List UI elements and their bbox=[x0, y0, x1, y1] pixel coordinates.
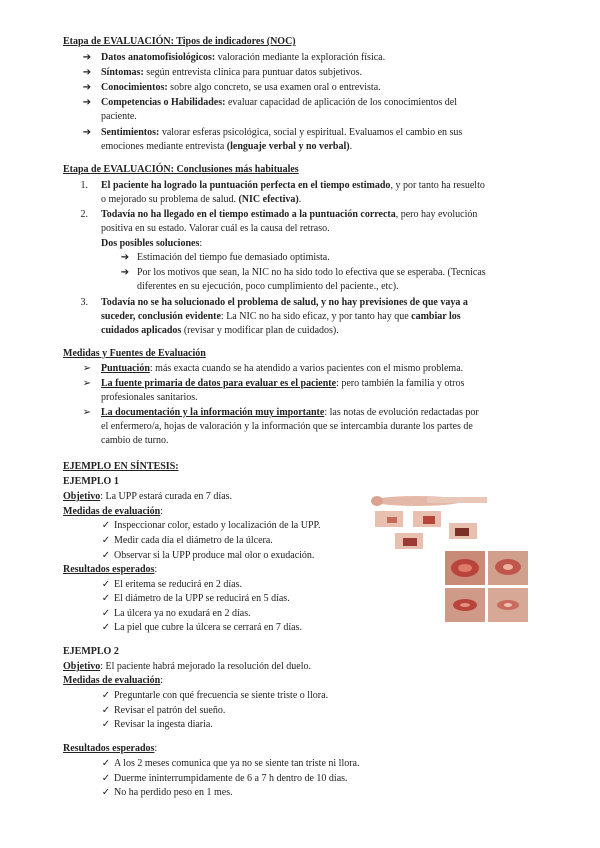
result-item: No ha perdido peso en 1 mes. bbox=[114, 787, 233, 798]
sub-item: Por los motivos que sean, la NIC no ha sido todo lo efectiva que se esperaba. (Tecnicas bbox=[137, 267, 486, 278]
example-2-title: EJEMPLO 2 bbox=[63, 646, 119, 657]
list-item: Competencias o Habilidades: evaluar capacidad de aplicación de los conocimientos del bbox=[101, 97, 458, 108]
example-1-results-label: Resultados esperados: bbox=[63, 564, 158, 575]
list-item: Datos anatomofisiológicos: valoración mediante la exploración física. bbox=[101, 52, 386, 63]
check-icon: ✓ bbox=[101, 622, 111, 633]
bullet-item-continued: cambio de turno. bbox=[101, 435, 169, 446]
result-item: El eritema se reducirá en 2 días. bbox=[114, 579, 242, 590]
list-item: Todavía no ha llegado en el tiempo estimado a la puntuación correcta, pero hay evolución bbox=[101, 209, 478, 220]
check-icon: ✓ bbox=[101, 608, 111, 619]
sub-item: Estimación del tiempo fue demasiado optimista. bbox=[137, 252, 330, 263]
arrow-icon: ➔ bbox=[120, 252, 130, 263]
list-item-continued: positiva en su estado. Valorar cuál es la causa del retraso. bbox=[101, 223, 330, 234]
measure-item: Revisar el patrón del sueño. bbox=[114, 705, 226, 716]
list-item-continued: o mejorado su problema de salud. (NIC efectiva). bbox=[101, 194, 302, 205]
list-item-continued: paciente. bbox=[101, 111, 137, 122]
list-item-continued: suceder, conclusión evidente: La NIC no ha sido eficaz, y por tanto hay que cambiar los bbox=[101, 311, 461, 322]
solutions-title: Dos posibles soluciones: bbox=[101, 238, 203, 249]
check-icon: ✓ bbox=[101, 579, 111, 590]
example-1-objective: Objetivo: La UPP estará curada en 7 días. bbox=[63, 491, 233, 502]
example-1-title: EJEMPLO 1 bbox=[63, 476, 119, 487]
example-2-objective: Objetivo: El paciente habrá mejorado la resolución del duelo. bbox=[63, 661, 311, 672]
arrow-icon: ➔ bbox=[82, 82, 92, 93]
check-icon: ✓ bbox=[101, 593, 111, 604]
result-item: El diámetro de la UPP se reducirá en 5 días. bbox=[114, 593, 290, 604]
measure-item: Medir cada día el diámetro de la úlcera. bbox=[114, 535, 273, 546]
result-item: La piel que cubre la úlcera se cerrará en 7 días. bbox=[114, 622, 302, 633]
list-item: Sentimientos: valorar esferas psicológica, social y espiritual. Evaluamos el cambio en sus bbox=[101, 127, 463, 138]
list-item-continued: cuidados aplicados (revisar y modificar plan de cuidados). bbox=[101, 325, 339, 336]
list-number: 2. bbox=[80, 209, 88, 220]
bullet-item: La fuente primaria de datos para evaluar es el paciente: pero también la familia y otros bbox=[101, 378, 465, 389]
check-icon: ✓ bbox=[101, 520, 111, 531]
sub-item-continued: diferentes en su ejecución, poco cumplimiento del paciente., etc). bbox=[137, 281, 399, 292]
arrow-icon: ➔ bbox=[82, 97, 92, 108]
triangle-bullet-icon: ➢ bbox=[82, 407, 92, 418]
pressure-ulcer-illustration bbox=[367, 493, 532, 625]
arrow-icon: ➔ bbox=[82, 127, 92, 138]
arrow-icon: ➔ bbox=[120, 267, 130, 278]
list-number: 1. bbox=[80, 180, 88, 191]
measure-item: Revisar la ingesta diaria. bbox=[114, 719, 213, 730]
section-title-conclusions: Etapa de EVALUACIÓN: Conclusiones más habituales bbox=[63, 164, 299, 175]
bullet-item-continued: el enfermero/a, hojas de valoración y la información que se intercambia durante los partes de bbox=[101, 421, 473, 432]
list-item: El paciente ha logrado la puntuación perfecta en el tiempo estimado, y por tanto ha resuelto bbox=[101, 180, 485, 191]
result-item: La úlcera ya no exudará en 2 días. bbox=[114, 608, 251, 619]
result-item: A los 2 meses comunica que ya no se siente tan triste ni llora. bbox=[114, 758, 360, 769]
list-item: Síntomas: según entrevista clínica para puntuar datos subjetivos. bbox=[101, 67, 363, 78]
section-title-indicators: Etapa de EVALUACIÓN: Tipos de indicadores (NOC) bbox=[63, 36, 296, 47]
check-icon: ✓ bbox=[101, 535, 111, 546]
pressure-ulcer-image bbox=[367, 493, 532, 625]
measure-item: Observar si la UPP produce mal olor o exudación. bbox=[114, 550, 315, 561]
check-icon: ✓ bbox=[101, 787, 111, 798]
check-icon: ✓ bbox=[101, 690, 111, 701]
check-icon: ✓ bbox=[101, 705, 111, 716]
example-2-results-label: Resultados esperados: bbox=[63, 743, 158, 754]
arrow-icon: ➔ bbox=[82, 67, 92, 78]
result-item: Duerme ininterrumpidamente de 6 a 7 h dentro de 10 días. bbox=[114, 773, 348, 784]
section-title-measures: Medidas y Fuentes de Evaluación bbox=[63, 348, 206, 359]
list-item: Conocimientos: sobre algo concreto, se usa examen oral o entrevista. bbox=[101, 82, 381, 93]
list-number: 3. bbox=[80, 297, 88, 308]
check-icon: ✓ bbox=[101, 719, 111, 730]
bullet-item-continued: profesionales sanitarios. bbox=[101, 392, 198, 403]
measure-item: Inspeccionar color, estado y localización de la UPP. bbox=[114, 520, 321, 531]
bullet-item: La documentación y la información muy importante: las notas de evolución redactadas por bbox=[101, 407, 479, 418]
example-1-measures-label: Medidas de evaluación: bbox=[63, 506, 164, 517]
list-item-continued: emociones mediante entrevista (lenguaje verbal y no verbal). bbox=[101, 141, 353, 152]
check-icon: ✓ bbox=[101, 773, 111, 784]
check-icon: ✓ bbox=[101, 550, 111, 561]
check-icon: ✓ bbox=[101, 758, 111, 769]
summary-title: EJEMPLO EN SÍNTESIS: bbox=[63, 461, 179, 472]
measure-item: Preguntarle con qué frecuencia se siente triste o llora. bbox=[114, 690, 329, 701]
arrow-icon: ➔ bbox=[82, 52, 92, 63]
triangle-bullet-icon: ➢ bbox=[82, 363, 92, 374]
bullet-item: Puntuación: más exacta cuando se ha atendido a varios pacientes con el mismo problema. bbox=[101, 363, 464, 374]
triangle-bullet-icon: ➢ bbox=[82, 378, 92, 389]
example-2-measures-label: Medidas de evaluación: bbox=[63, 675, 164, 686]
list-item: Todavía no se ha solucionado el problema de salud, y no hay previsiones de que vaya a bbox=[101, 297, 468, 308]
